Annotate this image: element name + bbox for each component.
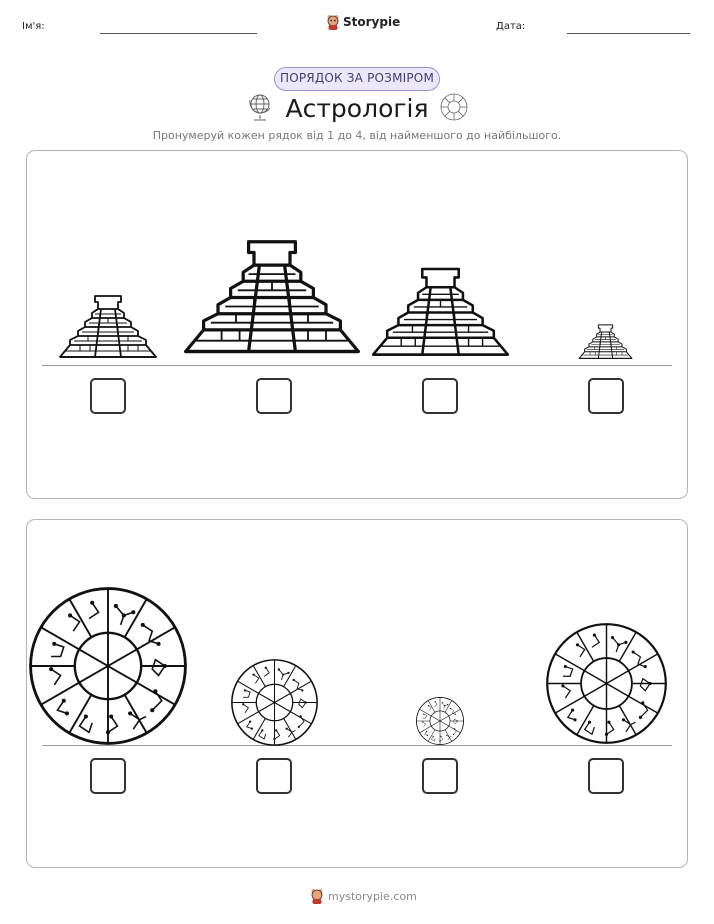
pyramid-smallest-image	[578, 322, 633, 359]
brand-name: Storypie	[343, 15, 401, 29]
answer-box-2-2[interactable]	[256, 758, 292, 794]
zodiac-wheel-largest-image	[29, 587, 187, 745]
storypie-mascot-icon	[326, 14, 340, 30]
footer-site: mystorypie.com	[328, 889, 417, 903]
answer-box-1-3[interactable]	[422, 378, 458, 414]
zodiac-wheel-smallest-image	[416, 697, 464, 745]
answer-box-1-2[interactable]	[256, 378, 292, 414]
name-label: Ім'я:	[22, 21, 45, 32]
page-title: Астрологія	[285, 94, 429, 123]
instruction-text: Пронумеруй кожен рядок від 1 до 4, від найменшого до найбільшого.	[152, 129, 562, 142]
zodiac-wheel-large-image	[546, 623, 667, 744]
answer-box-2-3[interactable]	[422, 758, 458, 794]
pyramid-small-image	[58, 291, 158, 358]
pyramid-large-image	[370, 262, 511, 356]
row-baseline	[42, 365, 672, 366]
answer-box-2-1[interactable]	[90, 758, 126, 794]
row-baseline	[42, 745, 672, 746]
date-field[interactable]	[567, 33, 690, 34]
answer-box-1-1[interactable]	[90, 378, 126, 414]
zodiac-icon	[439, 92, 469, 122]
answer-box-1-4[interactable]	[588, 378, 624, 414]
name-field[interactable]	[100, 33, 257, 34]
storypie-logo	[326, 14, 400, 30]
date-label: Дата:	[496, 21, 526, 32]
footer	[310, 888, 417, 904]
answer-box-2-4[interactable]	[588, 758, 624, 794]
pyramid-largest-image	[182, 231, 362, 355]
storypie-mascot-icon	[310, 888, 324, 904]
category-badge: ПОРЯДОК ЗА РОЗМІРОМ	[274, 67, 440, 91]
zodiac-wheel-medium-image	[231, 659, 318, 746]
